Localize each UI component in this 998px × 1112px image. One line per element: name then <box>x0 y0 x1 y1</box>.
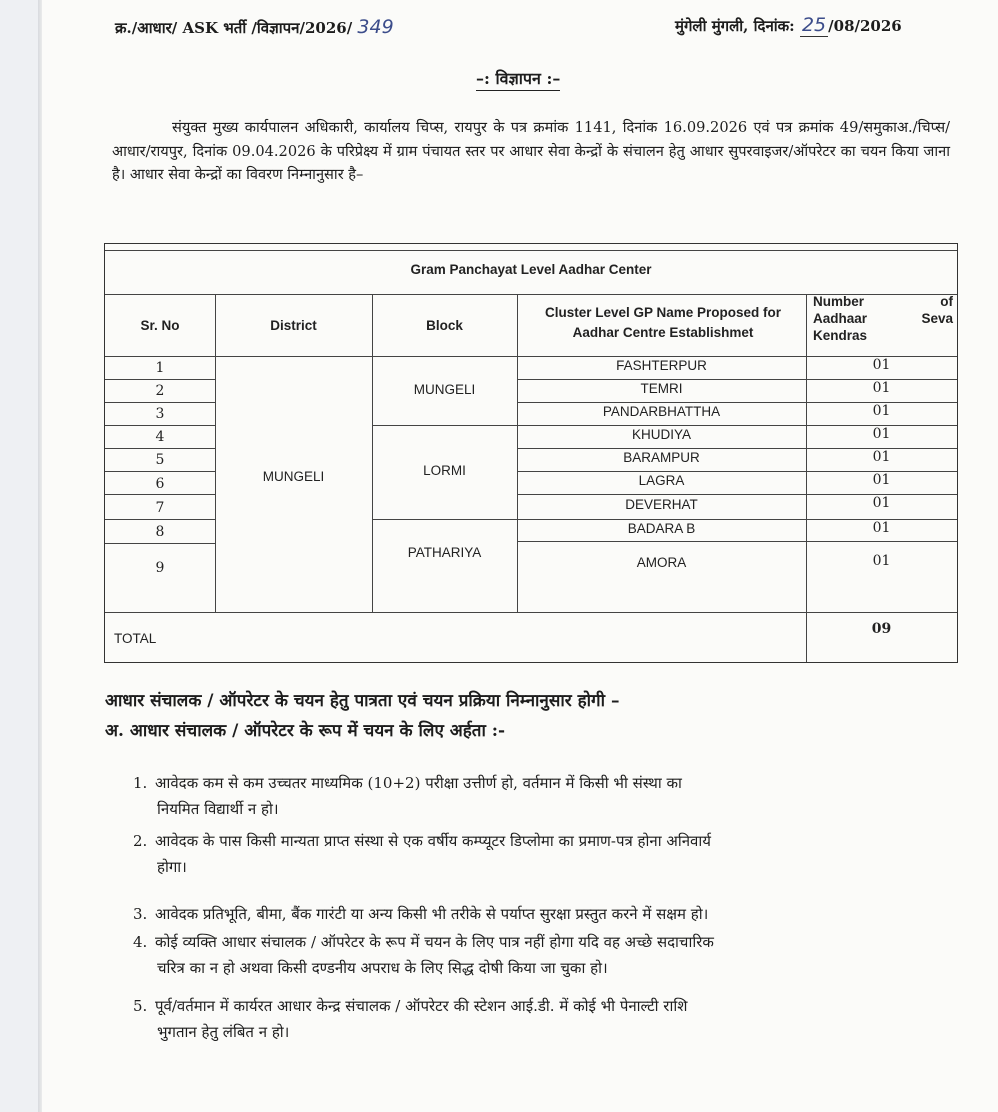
col-divider <box>215 294 216 612</box>
row-divider <box>105 519 215 520</box>
row-count: 01 <box>872 380 891 396</box>
row-count: 01 <box>872 449 891 465</box>
row-gp-name: TEMRI <box>640 381 683 396</box>
header-count-word: Aadhaar <box>813 311 868 326</box>
table-title: Gram Panchayat Level Aadhar Center <box>410 262 652 277</box>
total-value: 09 <box>871 621 892 637</box>
place-date-prefix: मुंगेली मुंगली, दिनांक: <box>675 17 795 35</box>
item-number: 3. <box>133 905 148 923</box>
item-text-continued: होगा। <box>157 858 187 876</box>
item-text: आवेदक प्रतिभूति, बीमा, बैंक गारंटी या अन्य किसी भी तरीके से पर्याप्त सुरक्षा प्रस्तुत करने में सक्षम हो। <box>155 905 709 923</box>
eligibility-heading: आधार संचालक / ऑपरेटर के चयन हेतु पात्रता एवं चयन प्रक्रिया निम्नानुसार होगी – <box>105 691 620 711</box>
block-cell: MUNGELI <box>413 382 476 397</box>
district-cell: MUNGELI <box>262 469 325 484</box>
row-gp-name: FASHTERPUR <box>616 358 707 373</box>
header-sr-no: Sr. No <box>140 318 180 333</box>
aadhar-center-table <box>104 243 958 663</box>
header-kendras-count <box>813 293 953 357</box>
row-divider <box>105 448 215 449</box>
header-cluster-gp: Cluster Level GP Name Proposed for Aadhar Centre Establishmet <box>544 305 782 340</box>
row-gp-name: PANDARBHATTHA <box>602 404 721 419</box>
row-sr: 6 <box>155 476 165 492</box>
header-count-word: of <box>940 294 953 309</box>
total-label: TOTAL <box>114 631 157 646</box>
row-sr: 4 <box>155 429 165 445</box>
row-count: 01 <box>872 520 891 536</box>
total-row-divider <box>105 612 957 613</box>
row-gp-name: KHUDIYA <box>631 427 691 442</box>
date-rest: /08/2026 <box>828 17 902 35</box>
row-divider <box>105 379 215 380</box>
row-gp-name: BARAMPUR <box>623 450 700 465</box>
reference-prefix: क्र./आधार/ ASK भर्ती /विज्ञापन/2026/ <box>115 19 353 37</box>
row-sr: 8 <box>155 524 165 540</box>
row-divider <box>105 543 215 544</box>
block-cell: PATHARIYA <box>407 545 482 560</box>
header-count-word: Kendras <box>813 328 868 343</box>
row-gp-name: BADARA B <box>627 521 696 536</box>
block-cell: LORMI <box>423 463 466 478</box>
header-count-word: Number <box>813 294 865 309</box>
row-sr: 3 <box>155 406 165 422</box>
place-date <box>675 14 902 36</box>
row-count: 01 <box>872 553 891 569</box>
header-block: Block <box>426 318 463 333</box>
table-top-inner-line <box>105 250 957 251</box>
row-sr: 9 <box>155 560 165 576</box>
item-text: कोई व्यक्ति आधार संचालक / ऑपरेटर के रूप में चयन के लिए पात्र नहीं होगा यदि वह अच्छे सदाचारिक <box>155 933 714 951</box>
list-item <box>133 770 953 822</box>
row-divider <box>105 402 215 403</box>
item-text: आवेदक कम से कम उच्चतर माध्यमिक (10+2) परीक्षा उत्तीर्ण हो, वर्तमान में किसी भी संस्था का <box>155 774 682 792</box>
item-number: 2. <box>133 832 148 850</box>
item-text: आवेदक के पास किसी मान्यता प्राप्त संस्था से एक वर्षीय कम्प्यूटर डिप्लोमा का प्रमाण-पत्र होना अनिवार्य <box>155 832 711 850</box>
item-number: 5. <box>133 997 148 1015</box>
header-count-word: Seva <box>921 311 953 326</box>
list-item <box>133 929 953 981</box>
row-count: 01 <box>872 472 891 488</box>
intro-paragraph: संयुक्त मुख्य कार्यपालन अधिकारी, कार्यालय चिप्स, रायपुर के पत्र क्रमांक 1141, दिनांक 16.09.2026 एवं पत्र क्रमांक 49/समुकाअ./चिप्स/आधार/रायपुर, दिनांक 09.04.2026 के परिप्रेक्ष्य में ग्राम पंचायत स्तर पर आधार सेवा केन्द्रों के संचालन हेतु आधार सुपरवाइजर/ऑपरेटर का चयन किया जाना है। आधार सेवा केन्द्रों का विवरण निम्नानुसार है– <box>112 119 950 183</box>
row-sr: 2 <box>155 383 165 399</box>
header-district: District <box>270 318 317 333</box>
item-text: पूर्व/वर्तमान में कार्यरत आधार केन्द्र संचालक / ऑपरेटर की स्टेशन आई.डी. में कोई भी पेनाल्टी राशि <box>155 997 688 1015</box>
advertisement-heading: –: विज्ञापन :– <box>476 67 560 91</box>
row-sr: 7 <box>155 500 165 516</box>
row-gp-name: AMORA <box>636 555 687 570</box>
row-count: 01 <box>872 495 891 511</box>
handwritten-ref-number: 349 <box>357 16 394 38</box>
item-text-continued: चरित्र का न हो अथवा किसी दण्डनीय अपराध के लिए सिद्ध दोषी किया जा चुका हो। <box>157 959 608 977</box>
list-item <box>133 993 953 1045</box>
row-count: 01 <box>872 357 891 373</box>
list-item <box>133 901 953 927</box>
row-divider <box>517 541 957 542</box>
col-divider <box>372 294 373 612</box>
reference-number <box>115 16 394 38</box>
item-text-continued: भुगतान हेतु लंबित न हो। <box>157 1023 290 1041</box>
row-sr: 1 <box>155 360 165 376</box>
row-count: 01 <box>872 403 891 419</box>
row-divider <box>105 471 215 472</box>
handwritten-date-day: 25 <box>801 14 827 36</box>
row-count: 01 <box>872 426 891 442</box>
row-sr: 5 <box>155 452 165 468</box>
row-gp-name: DEVERHAT <box>625 497 698 512</box>
qualification-heading: अ. आधार संचालक / ऑपरेटर के रूप में चयन के लिए अर्हता :- <box>105 721 506 741</box>
row-divider <box>105 494 215 495</box>
row-gp-name: LAGRA <box>638 473 685 488</box>
list-item <box>133 828 953 880</box>
item-number: 1. <box>133 774 148 792</box>
row-divider <box>105 425 215 426</box>
item-number: 4. <box>133 933 148 951</box>
item-text-continued: नियमित विद्यार्थी न हो। <box>157 800 279 818</box>
